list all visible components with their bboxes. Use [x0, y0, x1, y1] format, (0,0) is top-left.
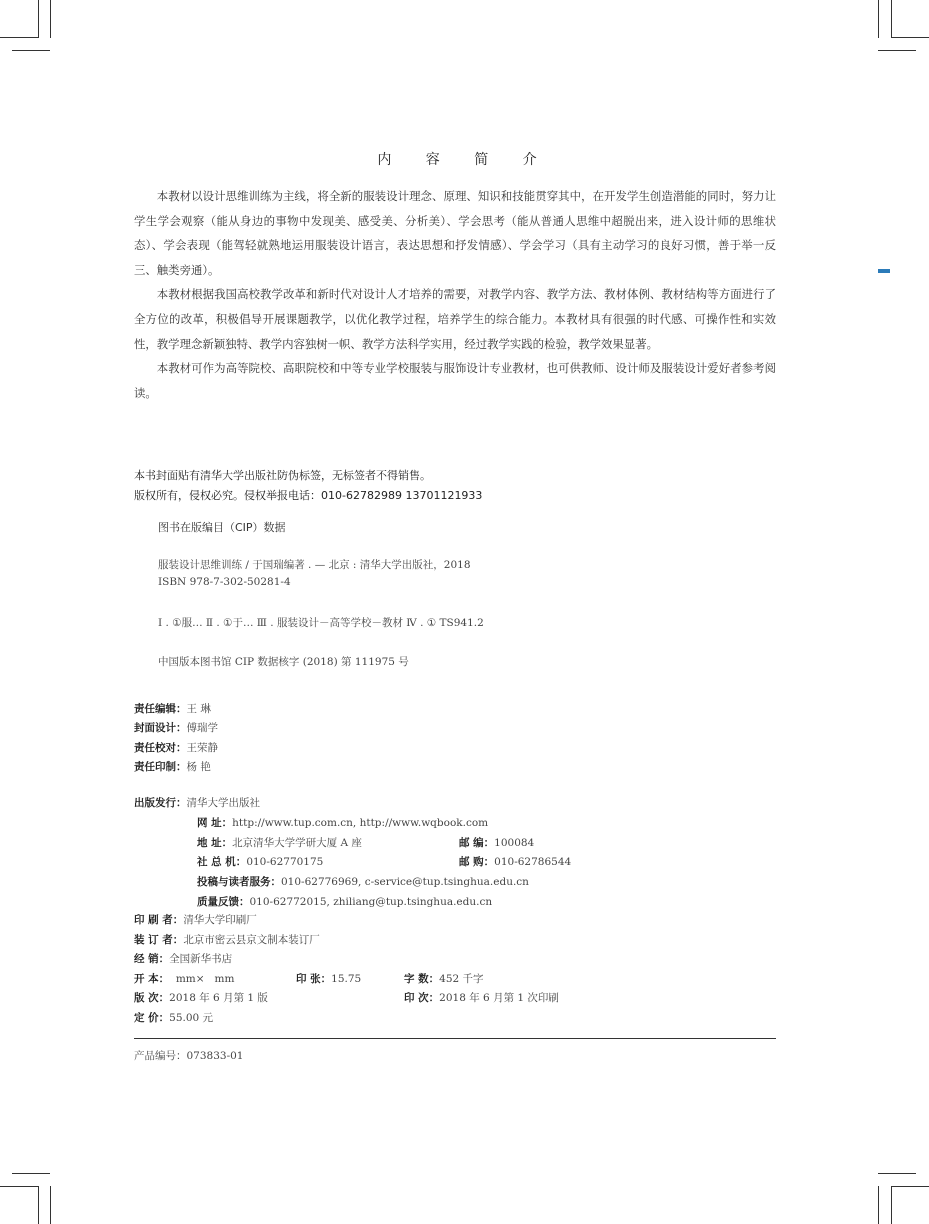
- copyright-notice: [134, 466, 482, 506]
- crop-mark: [38, 1186, 39, 1224]
- binder-value: 北京市密云县京文制本装订厂: [183, 934, 320, 946]
- website-label: 网 址：: [197, 817, 233, 829]
- price-label: 定 价：: [134, 1012, 170, 1024]
- mail-order-label: 邮 购：: [459, 856, 495, 868]
- printer-value: 清华大学印刷厂: [183, 914, 257, 926]
- sheets-row: [296, 971, 361, 986]
- printer-label: 印 刷 者：: [134, 914, 184, 926]
- introduction: [134, 184, 776, 405]
- price-row: [134, 1010, 213, 1025]
- crop-mark: [891, 1186, 929, 1187]
- staff-name: 王荣静: [186, 741, 218, 754]
- reader-service-value: 010-62776969, c-service@tup.tsinghua.edu.cn: [281, 876, 529, 888]
- staff-name: 王 琳: [186, 703, 211, 715]
- distributor-label: 经 销：: [134, 953, 170, 965]
- website-value: http://www.tup.com.cn, http://www.wqbook.com: [232, 817, 489, 829]
- word-count-value: 452 千字: [439, 973, 484, 985]
- crop-mark: [891, 1186, 892, 1224]
- word-count-row: [404, 971, 484, 986]
- staff-name: 傅瑞学: [186, 722, 218, 735]
- switchboard-value: 010-62770175: [246, 856, 324, 868]
- printer-row: [134, 912, 257, 927]
- binder-row: [134, 932, 320, 947]
- distributor-row: [134, 951, 232, 966]
- word-count-label: 字 数：: [404, 973, 440, 985]
- price-value: 55.00 元: [169, 1012, 214, 1024]
- staff-row: [134, 719, 218, 738]
- intro-paragraph: 本教材根据我国高校教学改革和新时代对设计人才培养的需要，对教学内容、教学方法、教材体例、教材结构等方面进行了全方位的改革，积极倡导开展课题教学，以优化教学过程，培养学生的综合能力。本教材具有很强的时代感、可操作性和实效性，教学理念新颖独特、教学内容独树一帜、教学方法科学实用，经过教学实践的检验，教学效果显著。: [134, 287, 776, 351]
- product-number-label: 产品编号：: [134, 1050, 187, 1062]
- cip-isbn: ISBN 978-7-302-50281-4: [158, 576, 291, 588]
- crop-mark: [878, 1186, 879, 1224]
- product-number-value: 073833-01: [186, 1050, 244, 1062]
- mail-order-row: [459, 854, 571, 869]
- edition-label: 版 次：: [134, 992, 170, 1004]
- cip-approval-number: 中国版本图书馆 CIP 数据核字 (2018) 第 111975 号: [158, 656, 409, 668]
- crop-mark: [891, 0, 892, 38]
- mail-order-value: 010-62786544: [494, 856, 572, 868]
- sheets-label: 印 张：: [296, 973, 332, 985]
- cip-classification: Ⅰ . ①服… Ⅱ . ①于… Ⅲ . 服装设计－高等学校－教材 Ⅳ . ① TS941.2: [158, 617, 484, 629]
- crop-mark: [891, 37, 929, 38]
- quality-feedback-label: 质量反馈：: [197, 896, 250, 908]
- crop-mark: [50, 0, 51, 38]
- cip-record: 服装设计思维训练 / 于国瑞编著 . — 北京 : 清华大学出版社，2018: [158, 559, 471, 571]
- crop-mark: [12, 50, 50, 51]
- address-label: 地 址：: [197, 837, 233, 849]
- postcode-value: 100084: [494, 837, 535, 849]
- staff-label: 责任校对：: [134, 741, 187, 754]
- crop-mark: [878, 0, 879, 38]
- quality-feedback-value: 010-62772015, zhiliang@tup.tsinghua.edu.cn: [249, 896, 493, 908]
- crop-mark: [0, 37, 38, 38]
- staff-name: 杨 艳: [186, 760, 211, 773]
- staff-row: [134, 739, 218, 758]
- crop-mark: [0, 1186, 38, 1187]
- publisher-label: 出版发行：: [134, 797, 187, 809]
- reader-service-row: [197, 874, 529, 889]
- impression-label: 印 次：: [404, 992, 440, 1004]
- edge-tab-marker: [878, 269, 890, 273]
- anti-counterfeit-notice: 本书封面贴有清华大学出版社防伪标签，无标签者不得销售。: [134, 469, 431, 482]
- switchboard-label: 社 总 机：: [197, 856, 247, 868]
- crop-mark: [38, 0, 39, 38]
- product-number: [134, 1048, 244, 1063]
- crop-mark: [12, 1173, 50, 1174]
- address-row: [197, 835, 362, 850]
- website-row: [197, 815, 488, 830]
- staff-label: 责任编辑：: [134, 703, 187, 715]
- publisher-row: [134, 795, 260, 810]
- crop-mark: [878, 50, 916, 51]
- piracy-hotline: 版权所有，侵权必究。侵权举报电话：010-62782989 13701121933: [134, 489, 483, 502]
- staff-list: [134, 700, 218, 777]
- page-title: 内 容 简 介: [377, 152, 552, 168]
- postcode-row: [459, 835, 534, 850]
- reader-service-label: 投稿与读者服务：: [197, 876, 281, 888]
- cip-heading: 图书在版编目（CIP）数据: [158, 521, 286, 534]
- staff-label: 封面设计：: [134, 722, 187, 735]
- impression-value: 2018 年 6 月第 1 次印刷: [439, 992, 559, 1004]
- postcode-label: 邮 编：: [459, 837, 495, 849]
- publisher-value: 清华大学出版社: [186, 797, 260, 809]
- switchboard-row: [197, 854, 323, 869]
- divider: [134, 1038, 776, 1039]
- binder-label: 装 订 者：: [134, 934, 184, 946]
- intro-paragraph: 本教材可作为高等院校、高职院校和中等专业学校服装与服饰设计专业教材，也可供教师、设计师及服装设计爱好者参考阅读。: [134, 361, 776, 400]
- crop-mark: [878, 1173, 916, 1174]
- edition-value: 2018 年 6 月第 1 版: [169, 992, 268, 1004]
- format-row: [134, 971, 234, 986]
- format-value: mm× mm: [169, 973, 235, 985]
- distributor-value: 全国新华书店: [169, 953, 233, 965]
- impression-row: [404, 990, 559, 1005]
- edition-row: [134, 990, 268, 1005]
- sheets-value: 15.75: [331, 973, 362, 985]
- format-label: 开 本：: [134, 973, 170, 985]
- staff-row: [134, 758, 218, 777]
- staff-row: [134, 700, 218, 719]
- address-value: 北京清华大学学研大厦 A 座: [232, 837, 362, 849]
- quality-feedback-row: [197, 894, 492, 909]
- crop-mark: [50, 1186, 51, 1224]
- intro-paragraph: 本教材以设计思维训练为主线，将全新的服装设计理念、原理、知识和技能贯穿其中，在开发学生创造潜能的同时，努力让学生学会观察（能从身边的事物中发现美、感受美、分析美）、学会思考（能从普通人思维中超脱出来，进入设计师的思维状态）、学会表现（能驾轻就熟地运用服装设计语言，表达思想和抒发情感）、学会学习（具有主动学习的良好习惯，善于举一反三、触类旁通）。: [134, 189, 776, 277]
- staff-label: 责任印制：: [134, 760, 187, 773]
